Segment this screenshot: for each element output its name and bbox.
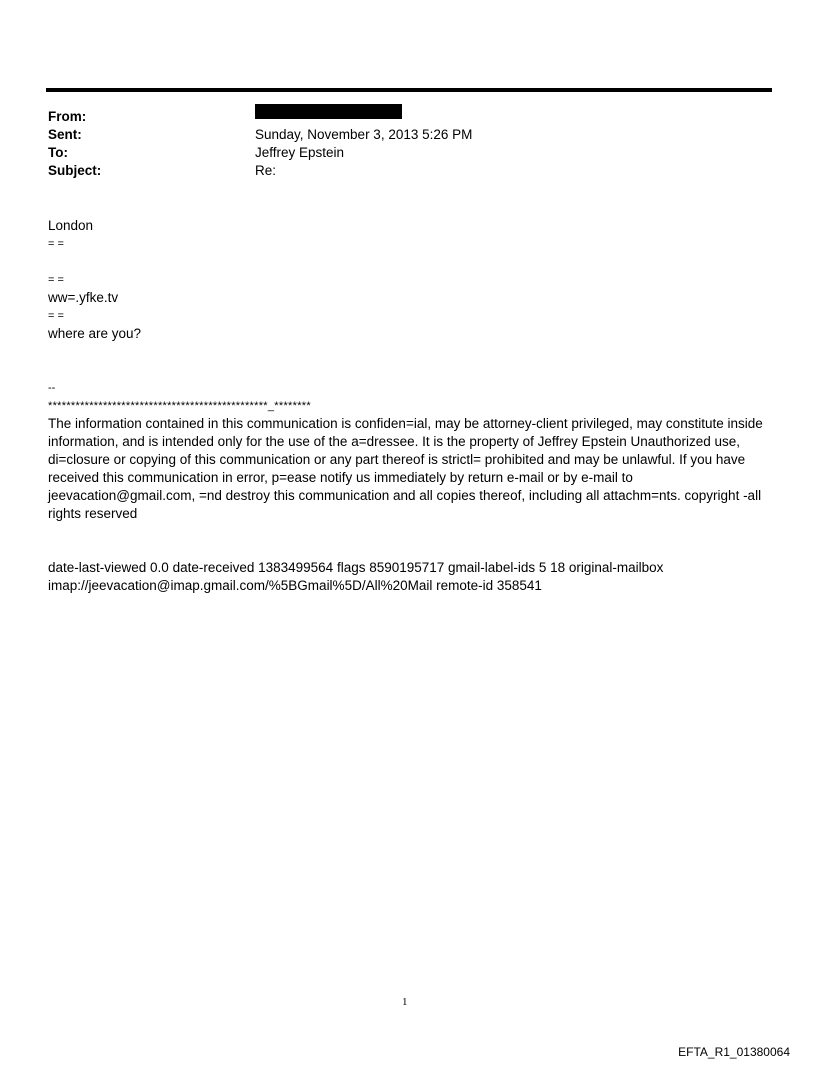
message-metadata: date-last-viewed 0.0 date-received 1383499564 flags 8590195717 gmail-label-ids 5 18 original-mailbox imap://jeevacation@imap.gmail.com/%5BGmail%5D/All%20Mail remote-id 358541 [48, 560, 664, 593]
subject-label: Subject: [48, 163, 102, 178]
body-line-6: where are you? [48, 326, 142, 341]
from-row [48, 108, 748, 126]
body-line-1: London [48, 218, 94, 233]
redaction-box [255, 104, 402, 119]
header-rule [46, 88, 772, 92]
sent-label: Sent: [48, 127, 82, 142]
page-number: 1 [402, 996, 408, 1008]
subject-value: Re: [255, 163, 277, 178]
document-id: EFTA_R1_01380064 [678, 1045, 790, 1059]
confidentiality-disclaimer: The information contained in this communication is confiden=ial, may be attorney-client privileged, may constitute inside information, and is intended only for the use of the a=dressee. It is the property of Jeffrey Epstein Unauthorized use, di=closure or copying of this communication or any part thereof is strictl= prohibited and may be unlawful. If you have received this communication in error, p=ease notify us immediately by return e-mail or by e-mail to jeevacation@gmail.com, =nd destroy this communication and all copies thereof, including all attachm=nts. copyright -all rights reserved [48, 416, 763, 521]
from-value [255, 108, 402, 126]
sent-value: Sunday, November 3, 2013 5:26 PM [255, 127, 473, 142]
email-body [48, 217, 773, 595]
spacer [48, 253, 773, 271]
email-header [48, 108, 748, 180]
subject-row [48, 162, 748, 180]
body-line-2: = = [48, 238, 64, 250]
to-label: To: [48, 145, 68, 160]
spacer [48, 343, 773, 379]
sent-row [48, 126, 748, 144]
signature-dash: -- [48, 382, 56, 394]
to-value: Jeffrey Epstein [255, 145, 345, 160]
to-row [48, 144, 748, 162]
body-line-3: = = [48, 274, 64, 286]
body-line-4: ww=.yfke.tv [48, 290, 119, 305]
body-line-5: = = [48, 310, 64, 322]
from-label: From: [48, 109, 87, 124]
signature-stars: ************************************************_******** [48, 400, 311, 412]
spacer [48, 523, 773, 559]
